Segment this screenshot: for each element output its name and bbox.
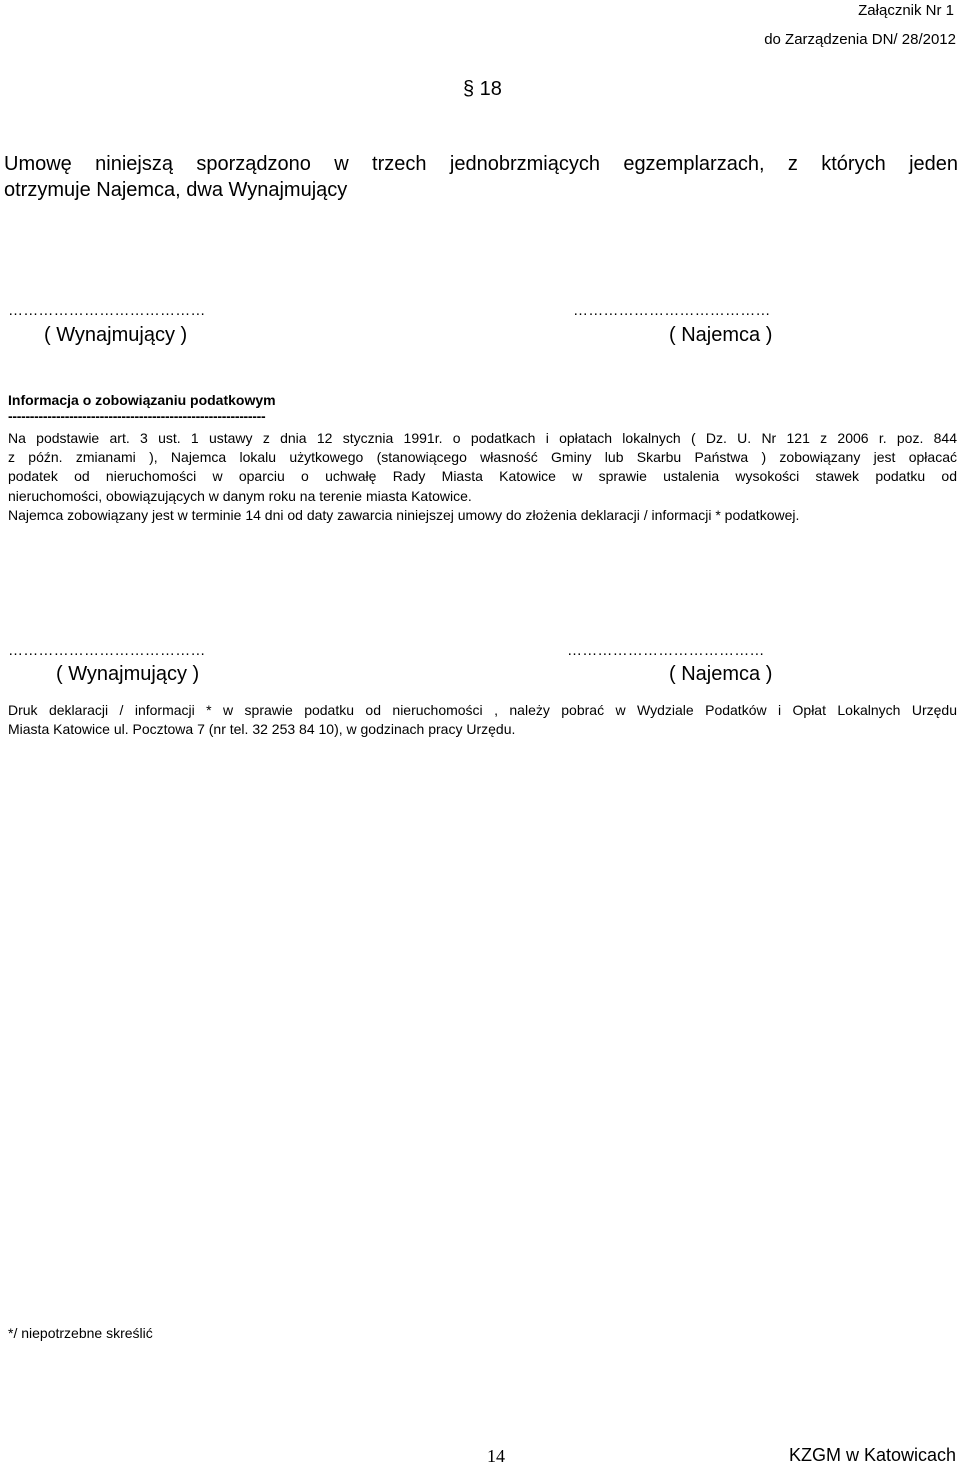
tax-info-line: Na podstawie art. 3 ust. 1 ustawy z dnia 12 stycznia 1991r. o podatkach i opłatach lokalnych ( Dz. U. Nr 121 z 2006 r. poz. 844 [8, 430, 957, 446]
ordinance-reference: do Zarządzenia DN/ 28/2012 [764, 31, 956, 48]
footnote: */ niepotrzebne skreślić [8, 1325, 153, 1341]
declaration-line: Druk deklaracji / informacji * w sprawie podatku od nieruchomości , należy pobrać w Wydziale Podatków i Opłat Lokalnych Urzędu [8, 702, 957, 718]
tax-info-line: nieruchomości, obowiązujących w danym roku na terenie miasta Katowice. [8, 487, 472, 504]
intro-statement-line-2: otrzymuje Najemca, dwa Wynajmujący [4, 179, 348, 201]
signature-line-tenant-2: ………………………………… [567, 642, 765, 659]
tax-obligation-line: Najemca zobowiązany jest w terminie 14 dni od daty zawarcia niniejszej umowy do złożenia deklaracji / informacji * podatkowej. [8, 506, 800, 523]
signature-line-landlord-2: ………………………………… [8, 642, 206, 659]
signature-label-tenant: ( Najemca ) [669, 324, 773, 346]
signature-label-landlord-2: ( Wynajmujący ) [56, 663, 200, 685]
separator-line: ----------------------------------------------------------- [8, 408, 266, 424]
page-number: 14 [487, 1446, 505, 1466]
signature-line-landlord: ………………………………… [8, 302, 206, 319]
tax-info-heading: Informacja o zobowiązaniu podatkowym [8, 392, 276, 408]
tax-info-paragraph [8, 429, 957, 525]
declaration-line: Miasta Katowice ul. Pocztowa 7 (nr tel. 32 253 84 10), w godzinach pracy Urzędu. [8, 721, 516, 738]
section-heading: § 18 [463, 78, 502, 100]
footer-organization: KZGM w Katowicach [788, 1445, 956, 1465]
signature-label-tenant-2: ( Najemca ) [669, 663, 773, 685]
tax-info-line: podatek od nieruchomości w oparciu o uchwałę Rady Miasta Katowice w sprawie ustalenia wysokości stawek podatku od [8, 468, 957, 485]
annex-label: Załącznik Nr 1 [858, 2, 954, 19]
intro-statement-line-1: Umowę niniejszą sporządzono w trzech jednobrzmiących egzemplarzach, z których jeden [4, 153, 958, 175]
tax-info-line: z późn. zmianami ), Najemca lokalu użytkowego (stanowiącego własność Gminy lub Skarbu Państwa ) zobowiązany jest opłacać [8, 449, 957, 466]
signature-line-tenant: ………………………………… [573, 302, 771, 319]
declaration-paragraph [8, 701, 957, 739]
signature-label-landlord: ( Wynajmujący ) [44, 324, 188, 346]
